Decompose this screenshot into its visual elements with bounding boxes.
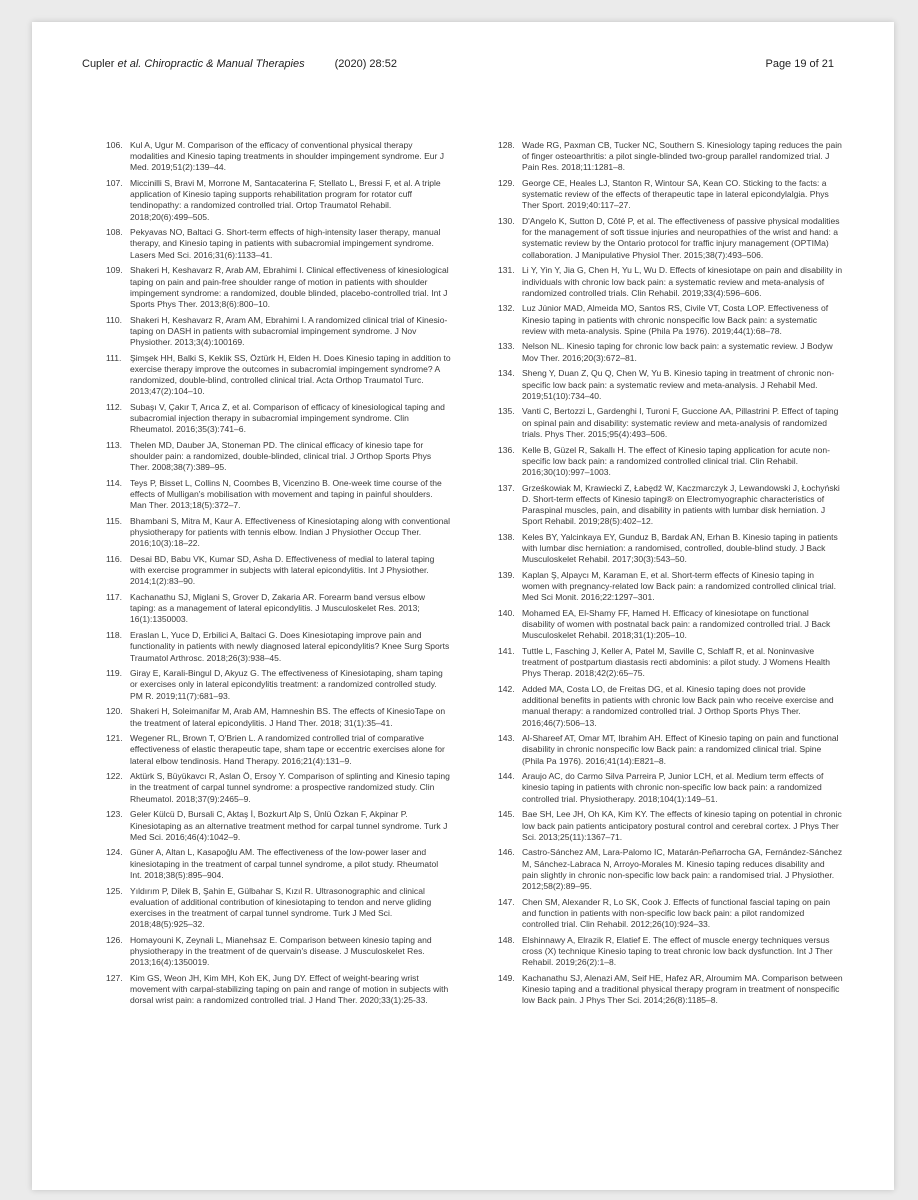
reference-item bbox=[498, 216, 843, 261]
reference-item bbox=[106, 935, 451, 968]
reference-text: Bae SH, Lee JH, Oh KA, Kim KY. The effects of kinesio taping on potential in chronic low back pain patients anticipatory postural control and cerebral cortex. J Phys Ther Sci. 2013;25(11):1367–71. bbox=[522, 809, 842, 842]
reference-item bbox=[498, 570, 843, 603]
reference-number: 133. bbox=[498, 341, 515, 352]
reference-number: 141. bbox=[498, 645, 515, 656]
reference-number: 149. bbox=[498, 972, 515, 983]
reference-number: 147. bbox=[498, 896, 515, 907]
reference-number: 137. bbox=[498, 482, 515, 493]
reference-number: 112. bbox=[106, 401, 123, 412]
reference-number: 126. bbox=[106, 934, 123, 945]
reference-text: Luz Júnior MAD, Almeida MO, Santos RS, Civile VT, Costa LOP. Effectiveness of Kinesio taping in patients with chronic nonspecific low Back pain: a systematic review with meta-analysis. Spine (Phila Pa 1976). 2019;44(1):68–78. bbox=[522, 303, 829, 336]
reference-number: 144. bbox=[498, 771, 515, 782]
reference-text: Miccinilli S, Bravi M, Morrone M, Santacaterina F, Stellato L, Bressi F, et al. A triple application of Kinesio taping supports rehabilitation program for rotator cuff tendinopathy: a randomized controlled trial. Ortop Traumatol Rehabil. 2018;20(6):499–505. bbox=[130, 178, 441, 222]
reference-text: Mohamed EA, El-Shamy FF, Hamed H. Efficacy of kinesiotape on functional disability of women with postnatal back pain: a randomized controlled trial. J Back Musculoskelet Rehabil. 2018;31(1):205–10. bbox=[522, 607, 831, 641]
reference-item bbox=[106, 668, 451, 701]
reference-text: Shakeri H, Keshavarz R, Aram AM, Ebrahimi I. A randomized clinical trial of Kinesio-taping on DASH in patients with subacromial impingement syndrome. J Nov Physiother. 2013;3(4):100169. bbox=[130, 314, 448, 347]
reference-item bbox=[498, 178, 843, 211]
reference-item bbox=[106, 516, 451, 549]
reference-text: Added MA, Costa LO, de Freitas DG, et al. Kinesio taping does not provide additional benefits in patients with chronic low Back pain who receive exercise and manual therapy: a randomized controlled trial. J Orthop Sports Phys Ther. 2016;46(7):506–13. bbox=[522, 684, 834, 728]
running-header bbox=[82, 58, 834, 70]
reference-text: Kachanathu SJ, Alenazi AM, Seif HE, Hafez AR, Alroumim MA. Comparison between Kinesio taping and a traditional physical therapy program in treatment of nonspecific low Back pain. J Phys Ther Sci. 2014;26(8):1185–8. bbox=[522, 972, 843, 1006]
reference-number: 124. bbox=[106, 847, 123, 858]
reference-number: 145. bbox=[498, 809, 515, 820]
reference-item bbox=[498, 368, 843, 401]
reference-number: 132. bbox=[498, 303, 515, 314]
reference-text: Araujo AC, do Carmo Silva Parreira P, Junior LCH, et al. Medium term effects of kinesio taping in patients with chronic non-specific low back pain: a randomized controlled trial. Physiotherapy. 2018;104(1):149–51. bbox=[522, 771, 824, 804]
reference-column-left bbox=[106, 140, 451, 1011]
reference-text: Güner A, Altan L, Kasapoğlu AM. The effectiveness of the low-power laser and kinesiotaping in the treatment of carpal tunnel syndrome, a pilot study. Rheumatol Int. 2018;38(5):895–904. bbox=[130, 847, 439, 880]
reference-text: Elshinnawy A, Elrazik R, Elatief E. The effect of muscle energy techniques versus cross (X) technique Kinesio taping to treat chronic low back dysfunction. Int J Ther Rehabil. 2019;26(2):1–8. bbox=[522, 934, 833, 968]
reference-text: Al-Shareef AT, Omar MT, Ibrahim AH. Effect of Kinesio taping on pain and functional disability in chronic nonspecific low Back pain: a randomized clinical trial. Spine (Phila Pa 1976). 2016;41(14):E821–8. bbox=[522, 733, 839, 766]
reference-number: 135. bbox=[498, 406, 515, 417]
reference-text: Vanti C, Bertozzi L, Gardenghi I, Turoni F, Guccione AA, Pillastrini P. Effect of taping on spinal pain and disability: systematic review and meta-analysis of randomized trials. Phys Ther. 2015;95(4):493–506. bbox=[522, 406, 839, 439]
reference-item bbox=[498, 935, 843, 968]
reference-item bbox=[498, 341, 843, 363]
reference-number: 125. bbox=[106, 885, 123, 896]
reference-item bbox=[106, 973, 451, 1006]
reference-number: 127. bbox=[106, 972, 123, 983]
reference-item bbox=[106, 554, 451, 587]
reference-text: Yıldırım P, Dilek B, Şahin E, Gülbahar S, Kızıl R. Ultrasonographic and clinical evaluation of additional contribution of kinesiotaping to tendon and nerve gliding exercises in the treatment of carpal tunnel syndrome. Turk J Med Sci. 2018;48(5):925–32. bbox=[130, 885, 432, 929]
reference-item bbox=[106, 771, 451, 804]
reference-text: Şimşek HH, Balki S, Keklik SS, Öztürk H, Elden H. Does Kinesio taping in addition to exercise therapy improve the outcomes in subacromial impingement syndrome? A randomized, double-blind, controlled clinical trial. Acta Orthop Traumatol Turc. 2013;47(2):104–10. bbox=[130, 352, 451, 397]
reference-text: Chen SM, Alexander R, Lo SK, Cook J. Effects of functional fascial taping on pain and function in patients with non-specific low back pain: a pilot randomized controlled trial. Clin Rehabil. 2012;26(10):924–33. bbox=[522, 896, 831, 929]
reference-number: 140. bbox=[498, 607, 515, 618]
reference-item bbox=[106, 886, 451, 931]
reference-number: 139. bbox=[498, 569, 515, 580]
reference-text: Keles BY, Yalcinkaya EY, Gunduz B, Bardak AN, Erhan B. Kinesio taping in patients with lumbar disc herniation: a randomised, controlled, double-blind study. J Back Musculoskelet Rehabil. 2017;30(3):543–50. bbox=[522, 531, 838, 565]
reference-item bbox=[498, 646, 843, 679]
reference-item bbox=[106, 809, 451, 842]
reference-text: Homayouni K, Zeynali L, Mianehsaz E. Comparison between kinesio taping and physiotherapy in the treatment of de quervain's disease. J Musculoskelet Res. 2013;16(4):1350019. bbox=[130, 934, 432, 968]
reference-text: Pekyavas NO, Baltaci G. Short-term effects of high-intensity laser therapy, manual therapy, and Kinesio taping in patients with subacromial impingement syndrome. Lasers Med Sci. 2016;31(6):1133–41. bbox=[130, 227, 441, 260]
reference-text: Eraslan L, Yuce D, Erbilici A, Baltaci G. Does Kinesiotaping improve pain and functionality in patients with newly diagnosed lateral epicondylitis? Knee Surg Sports Traumatol Arthrosc. 2018;26(3):938–45. bbox=[130, 630, 450, 663]
reference-item bbox=[106, 315, 451, 348]
reference-column-right bbox=[498, 140, 843, 1011]
reference-item bbox=[498, 608, 843, 641]
document-page bbox=[32, 22, 894, 1190]
reference-item bbox=[106, 630, 451, 663]
reference-text: Kelle B, Güzel R, Sakallı H. The effect of Kinesio taping application for acute non-specific low back pain: a randomized controlled clinical trial. Clin Rehabil. 2016;30(10):997–1003. bbox=[522, 444, 831, 477]
header-journal: Chiropractic & Manual Therapies bbox=[141, 58, 305, 70]
reference-text: Thelen MD, Dauber JA, Stoneman PD. The clinical efficacy of kinesio tape for shoulder pain: a randomized, double-blinded, clinical trial. J Orthop Sports Phys Ther. 2008;38(7):389–95. bbox=[130, 439, 432, 473]
reference-text: Geler Külcü D, Bursali C, Aktaş İ, Bozkurt Alp S, Ünlü Özkan F, Akpinar P. Kinesiotaping as an alternative treatment method for carpal tunnel syndrome. Turk J Med Sci. 2016;46(4):1042–9. bbox=[130, 809, 448, 842]
reference-text: Tuttle L, Fasching J, Keller A, Patel M, Saville C, Schlaff R, et al. Noninvasive treatment of postpartum diastasis recti abdominis: a pilot study. J Womens Health Phys Therap. 2018;42(2):65–75. bbox=[522, 645, 830, 679]
reference-number: 143. bbox=[498, 733, 515, 744]
reference-number: 114. bbox=[106, 477, 123, 488]
reference-number: 106. bbox=[106, 140, 123, 150]
reference-text: Kul A, Ugur M. Comparison of the efficacy of conventional physical therapy modalities and Kinesio taping treatments in shoulder impingement syndrome. Eur J Med. 2019;51(2):139–44. bbox=[130, 140, 445, 173]
reference-text: George CE, Heales LJ, Stanton R, Wintour SA, Kean CO. Sticking to the facts: a systematic review of the effects of therapeutic tape in lateral epicondylalgia. Phys Ther Sport. 2019;40:117–27. bbox=[522, 178, 829, 211]
reference-text: Wegener RL, Brown T, O'Brien L. A randomized controlled trial of comparative effectiveness of elastic therapeutic tape, sham tape or eccentric exercises alone for lateral elbow tendinosis. Hand Therapy. 2016;21(4):131–9. bbox=[130, 733, 445, 766]
reference-item bbox=[498, 445, 843, 478]
reference-text: Castro-Sánchez AM, Lara-Palomo IC, Matarán-Peñarrocha GA, Fernández-Sánchez M, Sánchez-Labraca N, Arroyo-Morales M. Kinesio taping reduces disability and pain slightly in chronic non-specific low back pain: a randomised trial. J Physiother. 2012;58(2):89–95. bbox=[522, 847, 843, 891]
reference-number: 134. bbox=[498, 368, 515, 379]
reference-text: Desai BD, Babu VK, Kumar SD, Asha D. Effectiveness of medial to lateral taping with exercise programmer in subjects with lateral epicondylitis. Int J Physiother. 2014;1(2):83–90. bbox=[130, 554, 435, 587]
reference-number: 136. bbox=[498, 444, 515, 455]
reference-item bbox=[498, 684, 843, 729]
reference-number: 119. bbox=[106, 668, 123, 679]
reference-item bbox=[106, 592, 451, 625]
reference-number: 110. bbox=[106, 314, 123, 325]
reference-text: Kachanathu SJ, Miglani S, Grover D, Zakaria AR. Forearm band versus elbow taping: as a management of lateral epicondylitis. J Musculoskelet Res. 2013; 16(1):1350003. bbox=[130, 592, 425, 625]
reference-number: 111. bbox=[106, 352, 122, 363]
reference-number: 115. bbox=[106, 516, 123, 527]
reference-item bbox=[498, 483, 843, 528]
reference-item bbox=[106, 265, 451, 310]
reference-text: Shakeri H, Soleimanifar M, Arab AM, Hamneshin BS. The effects of KinesioTape on the treatment of lateral epicondylitis. J Hand Ther. 2018; 31(1):35–41. bbox=[130, 706, 446, 728]
reference-item bbox=[106, 178, 451, 223]
reference-item bbox=[498, 809, 843, 842]
reference-item bbox=[106, 440, 451, 473]
reference-item bbox=[498, 847, 843, 892]
reference-item bbox=[106, 847, 451, 880]
reference-item bbox=[106, 140, 451, 173]
reference-text: Bhambani S, Mitra M, Kaur A. Effectiveness of Kinesiotaping along with conventional physiotherapy for patients with tennis elbow. Indian J Physiother Occup Ther. 2016;10(3):18–22. bbox=[130, 516, 451, 549]
reference-item bbox=[106, 478, 451, 511]
reference-item bbox=[106, 353, 451, 398]
reference-text: Kaplan Ş, Alpaycı M, Karaman E, et al. Short-term effects of Kinesio taping in women with pregnancy-related low Back pain: a randomized controlled clinical trial. Med Sci Monit. 2016;22:1297–301. bbox=[522, 569, 837, 603]
reference-text: Wade RG, Paxman CB, Tucker NC, Southern S. Kinesiology taping reduces the pain of finger osteoarthritis: a pilot single-blinded two-group parallel randomized trial. J Pain Res. 2018;11:1281–8. bbox=[522, 140, 842, 173]
reference-number: 128. bbox=[498, 140, 515, 150]
reference-number: 108. bbox=[106, 227, 123, 238]
reference-text: Subaşı V, Çakır T, Arıca Z, et al. Comparison of efficacy of kinesiological taping and subacromial injection therapy in subacromial impingement syndrome. Clin Rheumatol. 2016;35(3):741–6. bbox=[130, 401, 445, 435]
reference-item bbox=[498, 140, 843, 173]
header-et-al: et al. bbox=[117, 58, 142, 70]
reference-text: Li Y, Yin Y, Jia G, Chen H, Yu L, Wu D. Effects of kinesiotape on pain and disability in individuals with chronic low back pain: a systematic review and meta-analysis of randomized controlled trials. Clin Rehabil. 2019;33(4):596–606. bbox=[522, 265, 843, 298]
reference-item bbox=[498, 532, 843, 565]
reference-number: 120. bbox=[106, 706, 123, 717]
reference-item bbox=[498, 265, 843, 298]
reference-number: 129. bbox=[498, 178, 515, 189]
reference-number: 131. bbox=[498, 265, 515, 276]
reference-number: 122. bbox=[106, 771, 123, 782]
reference-number: 107. bbox=[106, 178, 123, 189]
reference-number: 116. bbox=[106, 554, 123, 565]
header-citation bbox=[82, 58, 397, 70]
reference-number: 123. bbox=[106, 809, 123, 820]
reference-text: Giray E, Karali-Bingul D, Akyuz G. The effectiveness of Kinesiotaping, sham taping or exercises only in lateral epicondylitis treatment: a randomized controlled study. PM R. 2019;11(7):681–93. bbox=[130, 668, 443, 701]
reference-text: Grześkowiak M, Krawiecki Z, Łabędź W, Kaczmarczyk J, Lewandowski J, Łochyński D. Short-term effects of Kinesio taping® on Electromyographic characteristics of Paraspinal muscles, pain, and disability in patients with lumbar disk herniation. J Sport Rehabil. 2019;28(5):402–12. bbox=[522, 482, 840, 527]
reference-item bbox=[106, 402, 451, 435]
reference-text: Sheng Y, Duan Z, Qu Q, Chen W, Yu B. Kinesio taping in treatment of chronic non-specific low back pain: a systematic review and meta-analysis. J Rehabil Med. 2019;51(10):734–40. bbox=[522, 368, 835, 401]
reference-item bbox=[106, 706, 451, 728]
reference-number: 117. bbox=[106, 592, 123, 603]
reference-number: 121. bbox=[106, 733, 123, 744]
page-number: Page 19 of 21 bbox=[765, 58, 834, 70]
reference-number: 138. bbox=[498, 531, 515, 542]
reference-text: Teys P, Bisset L, Collins N, Coombes B, Vicenzino B. One-week time course of the effects of Mulligan's mobilisation with movement and taping in painful shoulders. Man Ther. 2013;18(5):372–7. bbox=[130, 477, 442, 511]
reference-text: Shakeri H, Keshavarz R, Arab AM, Ebrahimi I. Clinical effectiveness of kinesiological taping on pain and pain-free shoulder range of motion in patients with shoulder impingement syndrome: a randomized, double blinded, placebo-controlled trial. Int J Sports Phys Ther. 2013;8(6):800–10. bbox=[130, 265, 449, 309]
header-year-volume: (2020) 28:52 bbox=[334, 58, 397, 70]
reference-item bbox=[498, 733, 843, 766]
reference-item bbox=[498, 406, 843, 439]
reference-item bbox=[498, 771, 843, 804]
reference-number: 109. bbox=[106, 265, 123, 276]
reference-number: 146. bbox=[498, 847, 515, 858]
reference-item bbox=[106, 227, 451, 260]
reference-item bbox=[498, 897, 843, 930]
reference-number: 130. bbox=[498, 216, 515, 227]
reference-number: 148. bbox=[498, 934, 515, 945]
reference-number: 118. bbox=[106, 630, 123, 641]
reference-number: 113. bbox=[106, 439, 123, 450]
reference-item bbox=[498, 303, 843, 336]
reference-item bbox=[498, 973, 843, 1006]
reference-item bbox=[106, 733, 451, 766]
reference-number: 142. bbox=[498, 684, 515, 695]
reference-text: Kim GS, Weon JH, Kim MH, Koh EK, Jung DY. Effect of weight-bearing wrist movement with carpal-stabilizing taping on pain and range of motion in subjects with dorsal wrist pain: a randomized controlled trial. J Hand Ther. 2020;33(1):25-33. bbox=[130, 972, 449, 1006]
reference-text: D'Angelo K, Sutton D, Côté P, et al. The effectiveness of passive physical modalities for the management of soft tissue injuries and neuropathies of the wrist and hand: a systematic review by the Ontario protocol for traffic injury management (OPTIMa) collaboration. J Manipulative Physiol Ther. 2015;38(7):493–506. bbox=[522, 216, 840, 260]
reference-text: Aktürk S, Büyükavcı R, Aslan Ö, Ersoy Y. Comparison of splinting and Kinesio taping in the treatment of carpal tunnel syndrome: a prospective randomized study. Clin Rheumatol. 2018;37(9):2465–9. bbox=[130, 771, 450, 804]
reference-text: Nelson NL. Kinesio taping for chronic low back pain: a systematic review. J Bodyw Mov Ther. 2016;20(3):672–81. bbox=[522, 341, 833, 363]
header-authors: Cupler bbox=[82, 58, 118, 70]
